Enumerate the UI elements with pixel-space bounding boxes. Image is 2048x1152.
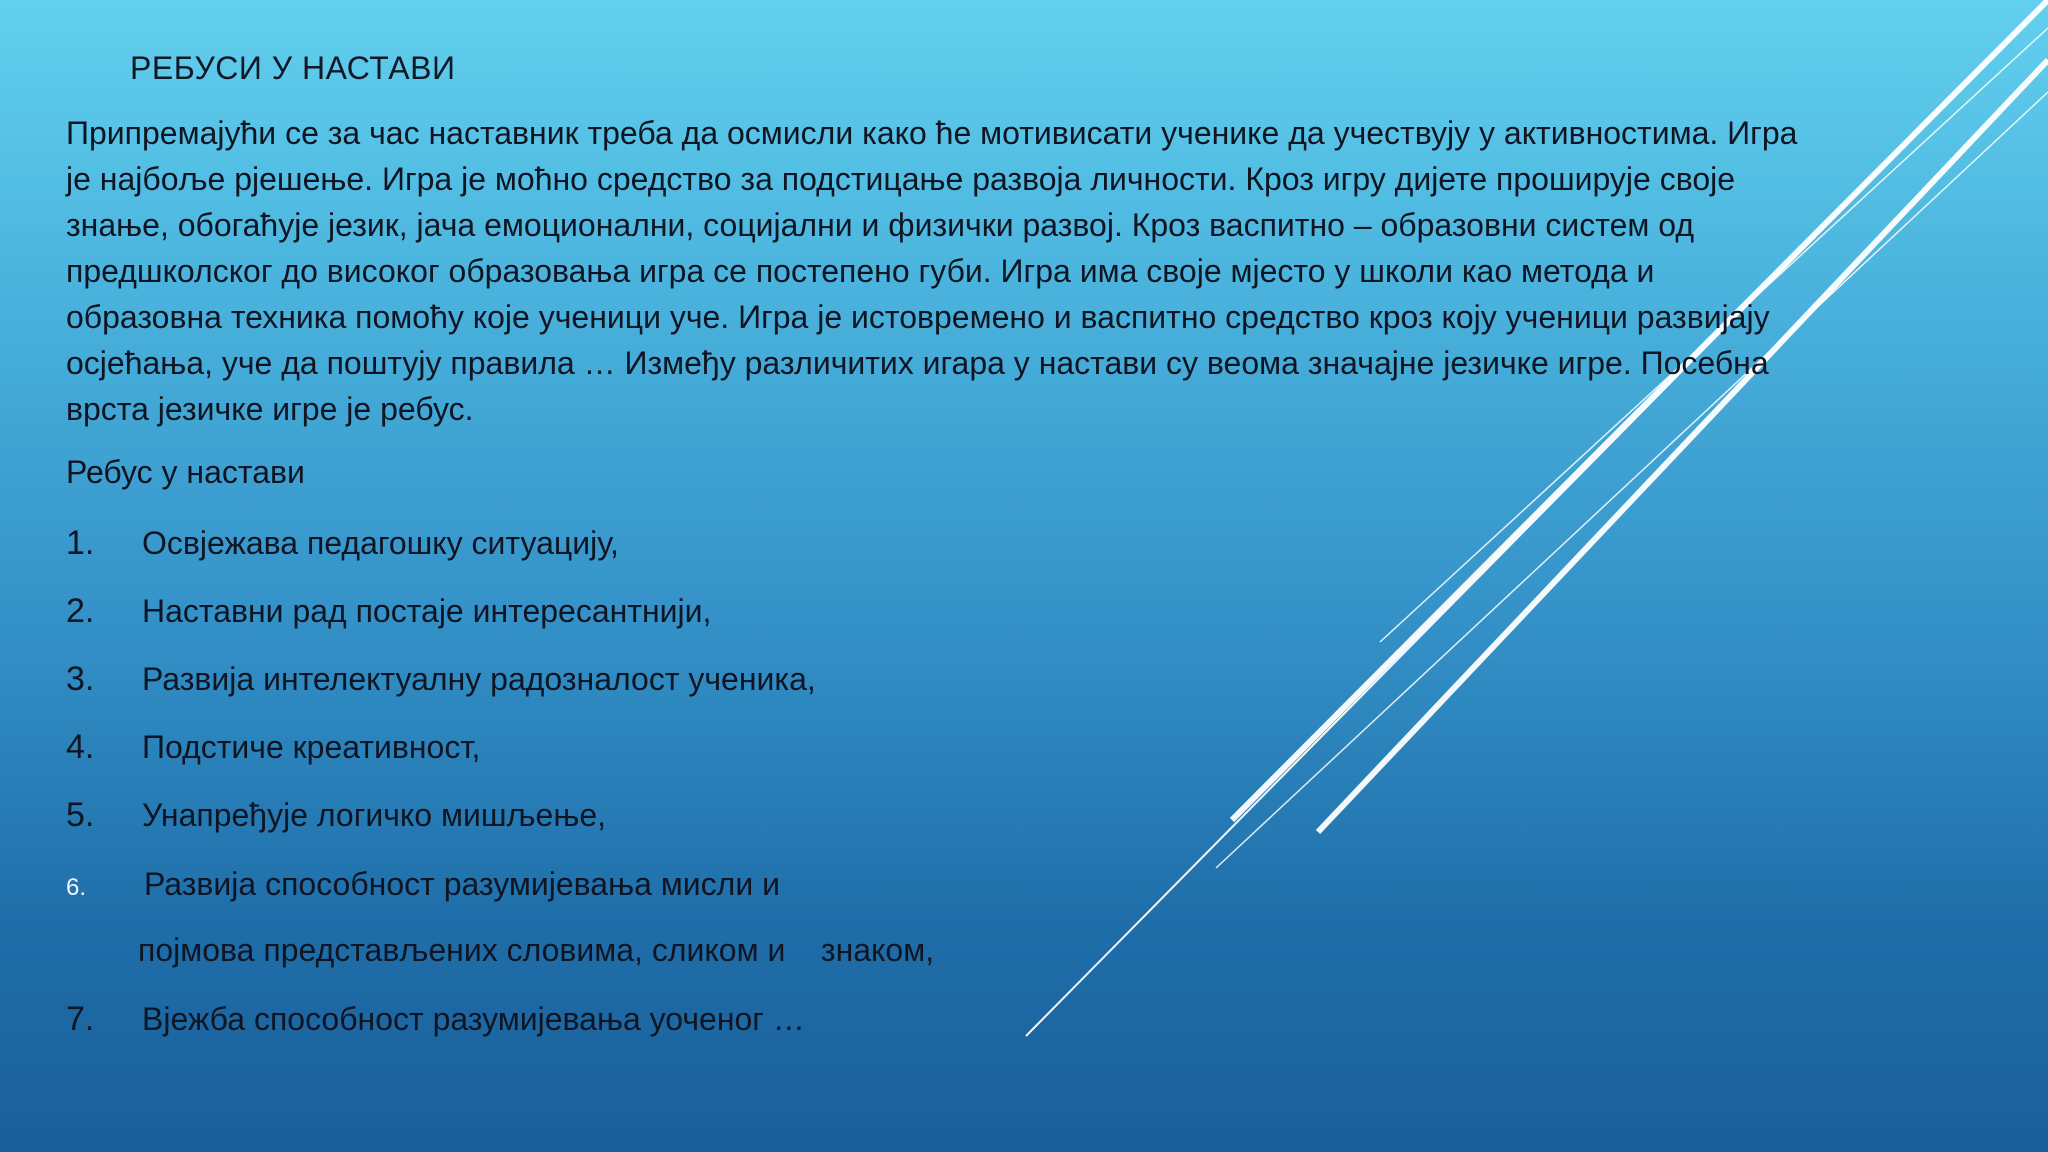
list-item-number: 3. (66, 660, 95, 698)
list-item-number: 2. (66, 592, 95, 630)
list-item-2 (66, 592, 711, 631)
list-item-7 (66, 1000, 805, 1039)
slide-title: РЕБУСИ У НАСТАВИ (130, 50, 456, 86)
list-item-number: 1. (66, 524, 95, 562)
list-item-number: 7. (66, 1000, 95, 1038)
list-heading: Ребус у настави (66, 454, 305, 490)
intro-line: образовна техника помоћу које ученици уче. Игра је истовремено и васпитно средство кроз коју ученици развијају (66, 299, 1770, 335)
intro-line: осјећања, уче да поштују правила … Између различитих игара у настави су веома значајне језичке игре. Посебна (66, 345, 1769, 381)
list-item-text: Наставни рад постаје интересантнији, (142, 593, 712, 629)
intro-line: врста језичке игре је ребус. (66, 391, 474, 427)
list-item-text: Развија интелектуалну радозналост ученика, (142, 661, 816, 697)
list-item-text: Подстиче креативност, (142, 729, 481, 765)
list-item-number: 5. (66, 796, 95, 834)
list-item-6-continuation: појмова представљених словима, сликом и знаком, (138, 932, 935, 968)
intro-line: знање, обогаћује језик, јача емоционални, социјални и физички развој. Кроз васпитно – образовни систем од (66, 207, 1695, 243)
list-item-3 (66, 660, 816, 699)
list-item-text: Унапређује логичко мишљење, (142, 797, 606, 833)
list-item-5 (66, 796, 606, 835)
list-item-text: Освјежава педагошку ситуацију, (142, 525, 619, 561)
intro-line: је најбоље рјешење. Игра је моћно средство за подстицање развоја личности. Кроз игру дијете проширује своје (66, 161, 1736, 197)
list-item-text: Развија способност разумијевања мисли и (144, 866, 780, 902)
list-item-number: 4. (66, 728, 95, 766)
list-item-number: 6. (66, 874, 87, 901)
list-item-1 (66, 524, 619, 563)
intro-line: Припремајући се за час наставник треба да осмисли како ће мотивисати ученике да учествују у активностима. Игра (66, 115, 1798, 151)
list-item-text: Вјежба способност разумијевања уоченог … (142, 1001, 805, 1037)
intro-line: предшколског до високог образовања игра се постепено губи. Игра има своје мјесто у школи као метода и (66, 253, 1655, 289)
list-item-6 (66, 866, 780, 903)
intro-paragraph (66, 110, 2016, 432)
list-item-4 (66, 728, 480, 767)
